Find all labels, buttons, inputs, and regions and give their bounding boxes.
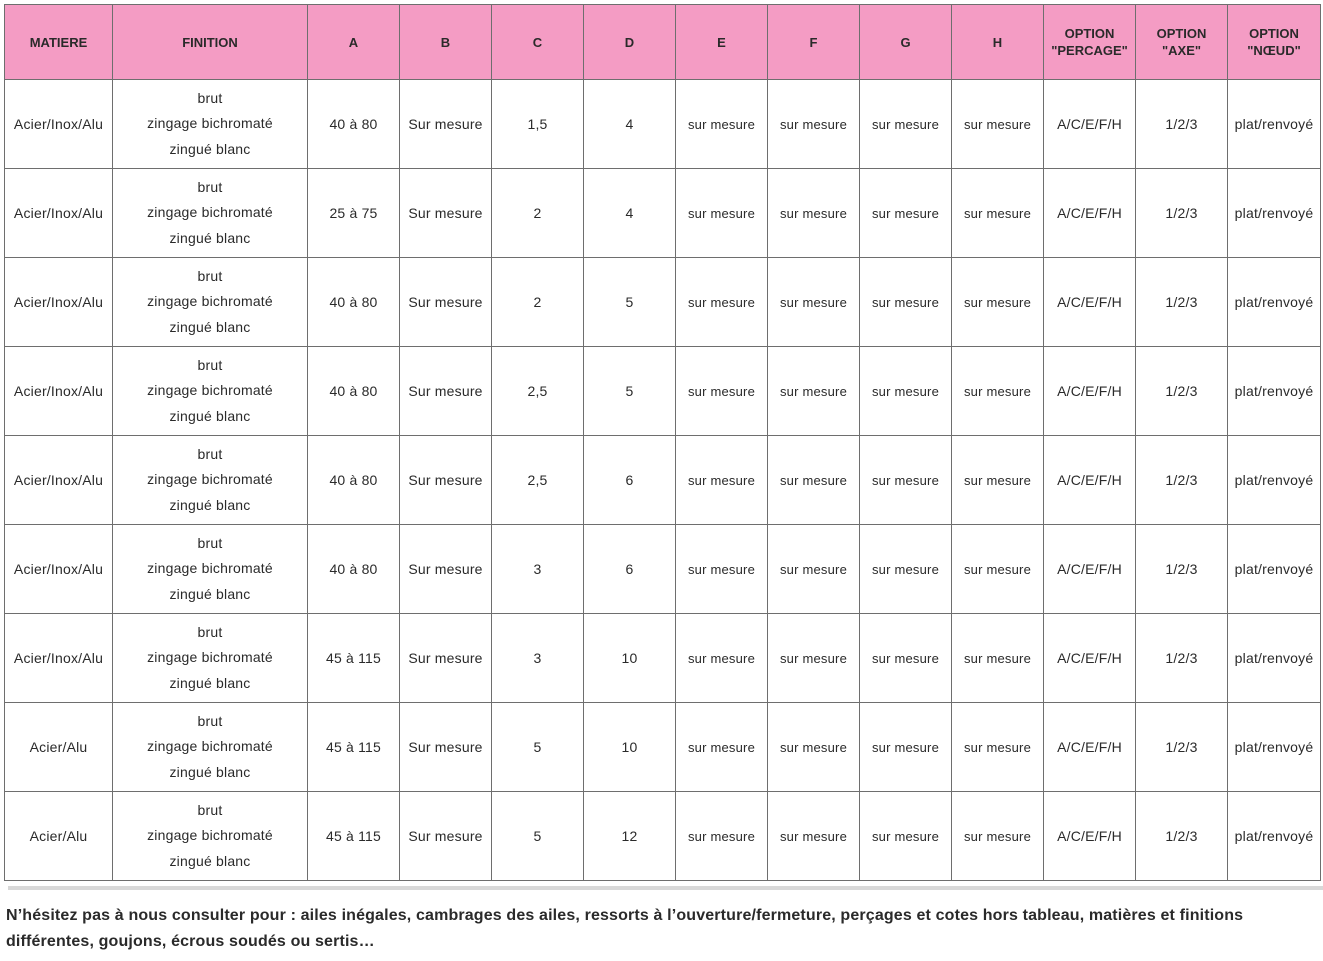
cell-matiere: Acier/Inox/Alu — [5, 614, 113, 703]
header-finition: FINITION — [113, 5, 308, 80]
cell-e: sur mesure — [676, 525, 768, 614]
table-row — [5, 436, 1321, 525]
cell-a: 40 à 80 — [308, 258, 400, 347]
cell-g: sur mesure — [860, 614, 952, 703]
finition-line: zingage bichromaté — [147, 204, 273, 221]
finition-line: zingage bichromaté — [147, 738, 273, 755]
cell-h: sur mesure — [952, 169, 1044, 258]
cell-noeud: plat/renvoyé — [1228, 614, 1321, 703]
product-table — [4, 4, 1321, 881]
header-line: "PERCAGE" — [1051, 43, 1128, 58]
cell-axe: 1/2/3 — [1136, 80, 1228, 169]
cell-matiere: Acier/Inox/Alu — [5, 169, 113, 258]
cell-h: sur mesure — [952, 525, 1044, 614]
cell-h: sur mesure — [952, 436, 1044, 525]
header-option-percage — [1044, 5, 1136, 80]
cell-finition — [113, 258, 308, 347]
header-line: OPTION — [1249, 26, 1299, 41]
finition-line: zingage bichromaté — [147, 649, 273, 666]
cell-h: sur mesure — [952, 614, 1044, 703]
header-line: OPTION — [1064, 26, 1115, 41]
cell-f: sur mesure — [768, 80, 860, 169]
cell-g: sur mesure — [860, 792, 952, 881]
finition-line: brut — [197, 178, 223, 195]
cell-e: sur mesure — [676, 614, 768, 703]
cell-matiere: Acier/Inox/Alu — [5, 436, 113, 525]
cell-b: Sur mesure — [400, 792, 492, 881]
cell-finition — [113, 792, 308, 881]
cell-percage: A/C/E/F/H — [1044, 80, 1136, 169]
finition-line: brut — [197, 534, 223, 551]
cell-percage: A/C/E/F/H — [1044, 436, 1136, 525]
finition-line: zingué blanc — [169, 585, 251, 602]
cell-noeud: plat/renvoyé — [1228, 792, 1321, 881]
cell-axe: 1/2/3 — [1136, 792, 1228, 881]
cell-axe: 1/2/3 — [1136, 347, 1228, 436]
cell-b: Sur mesure — [400, 258, 492, 347]
cell-axe: 1/2/3 — [1136, 703, 1228, 792]
table-row — [5, 792, 1321, 881]
cell-c: 3 — [492, 525, 584, 614]
cell-matiere: Acier/Alu — [5, 792, 113, 881]
header-line: "AXE" — [1161, 43, 1202, 58]
header-line: "NŒUD" — [1247, 43, 1301, 58]
finition-line: zingué blanc — [169, 318, 251, 335]
header-option-noeud — [1228, 5, 1321, 80]
cell-a: 25 à 75 — [308, 169, 400, 258]
finition-line: zingué blanc — [169, 496, 251, 513]
table-row — [5, 258, 1321, 347]
cell-finition — [113, 80, 308, 169]
header-f: F — [768, 5, 860, 80]
cell-axe: 1/2/3 — [1136, 525, 1228, 614]
cell-d: 4 — [584, 169, 676, 258]
finition-line: zingage bichromaté — [147, 827, 273, 844]
cell-b: Sur mesure — [400, 169, 492, 258]
cell-g: sur mesure — [860, 436, 952, 525]
cell-b: Sur mesure — [400, 525, 492, 614]
finition-line: zingage bichromaté — [147, 115, 273, 132]
cell-h: sur mesure — [952, 347, 1044, 436]
cell-c: 2 — [492, 258, 584, 347]
cell-noeud: plat/renvoyé — [1228, 80, 1321, 169]
cell-a: 45 à 115 — [308, 792, 400, 881]
finition-line: brut — [197, 356, 223, 373]
cell-matiere: Acier/Inox/Alu — [5, 347, 113, 436]
cell-g: sur mesure — [860, 525, 952, 614]
cell-h: sur mesure — [952, 258, 1044, 347]
cell-d: 4 — [584, 80, 676, 169]
product-table-container — [4, 4, 1320, 881]
header-e: E — [676, 5, 768, 80]
finition-line: zingué blanc — [169, 229, 251, 246]
cell-c: 3 — [492, 614, 584, 703]
cell-noeud: plat/renvoyé — [1228, 703, 1321, 792]
cell-g: sur mesure — [860, 703, 952, 792]
cell-d: 12 — [584, 792, 676, 881]
cell-a: 40 à 80 — [308, 436, 400, 525]
footer-note: N’hésitez pas à nous consulter pour : ailes inégales, cambrages des ailes, ressorts à l’ouverture/fermeture, perçages et cotes hors tableau, matières et finitions différentes, goujons, écrous soudés ou sertis… — [6, 907, 1244, 950]
cell-h: sur mesure — [952, 80, 1044, 169]
cell-c: 5 — [492, 703, 584, 792]
cell-noeud: plat/renvoyé — [1228, 347, 1321, 436]
cell-c: 2,5 — [492, 436, 584, 525]
table-row — [5, 80, 1321, 169]
cell-e: sur mesure — [676, 792, 768, 881]
cell-finition — [113, 347, 308, 436]
cell-e: sur mesure — [676, 169, 768, 258]
finition-line: zingué blanc — [169, 140, 251, 157]
cell-percage: A/C/E/F/H — [1044, 525, 1136, 614]
finition-line: zingué blanc — [169, 763, 251, 780]
cell-e: sur mesure — [676, 347, 768, 436]
cell-d: 6 — [584, 525, 676, 614]
cell-f: sur mesure — [768, 436, 860, 525]
finition-line: brut — [197, 801, 223, 818]
cell-h: sur mesure — [952, 703, 1044, 792]
cell-g: sur mesure — [860, 347, 952, 436]
cell-noeud: plat/renvoyé — [1228, 525, 1321, 614]
finition-line: zingage bichromaté — [147, 293, 273, 310]
cell-d: 5 — [584, 258, 676, 347]
table-row — [5, 169, 1321, 258]
cell-noeud: plat/renvoyé — [1228, 258, 1321, 347]
header-option-axe — [1136, 5, 1228, 80]
cell-f: sur mesure — [768, 347, 860, 436]
cell-e: sur mesure — [676, 436, 768, 525]
table-header-row — [5, 5, 1321, 80]
cell-d: 10 — [584, 703, 676, 792]
finition-line: zingué blanc — [169, 852, 251, 869]
cell-f: sur mesure — [768, 258, 860, 347]
cell-finition — [113, 436, 308, 525]
cell-percage: A/C/E/F/H — [1044, 169, 1136, 258]
cell-noeud: plat/renvoyé — [1228, 169, 1321, 258]
cell-f: sur mesure — [768, 703, 860, 792]
table-row — [5, 347, 1321, 436]
cell-d: 5 — [584, 347, 676, 436]
cell-a: 40 à 80 — [308, 347, 400, 436]
cell-percage: A/C/E/F/H — [1044, 703, 1136, 792]
cell-b: Sur mesure — [400, 80, 492, 169]
cell-b: Sur mesure — [400, 347, 492, 436]
header-d: D — [584, 5, 676, 80]
header-h: H — [952, 5, 1044, 80]
cell-matiere: Acier/Inox/Alu — [5, 525, 113, 614]
cell-noeud: plat/renvoyé — [1228, 436, 1321, 525]
header-g: G — [860, 5, 952, 80]
finition-line: brut — [197, 445, 223, 462]
cell-c: 1,5 — [492, 80, 584, 169]
cell-g: sur mesure — [860, 80, 952, 169]
cell-b: Sur mesure — [400, 703, 492, 792]
header-matiere: MATIERE — [5, 5, 113, 80]
cell-finition — [113, 614, 308, 703]
table-body — [5, 80, 1321, 881]
cell-finition — [113, 525, 308, 614]
cell-f: sur mesure — [768, 614, 860, 703]
cell-matiere: Acier/Alu — [5, 703, 113, 792]
cell-axe: 1/2/3 — [1136, 436, 1228, 525]
table-row — [5, 525, 1321, 614]
cell-finition — [113, 169, 308, 258]
header-line: OPTION — [1156, 26, 1207, 41]
header-c: C — [492, 5, 584, 80]
cell-matiere: Acier/Inox/Alu — [5, 258, 113, 347]
cell-a: 45 à 115 — [308, 614, 400, 703]
cell-f: sur mesure — [768, 525, 860, 614]
header-b: B — [400, 5, 492, 80]
finition-line: brut — [197, 623, 223, 640]
cell-axe: 1/2/3 — [1136, 169, 1228, 258]
finition-line: brut — [197, 89, 223, 106]
cell-d: 6 — [584, 436, 676, 525]
header-a: A — [308, 5, 400, 80]
cell-c: 5 — [492, 792, 584, 881]
cell-f: sur mesure — [768, 792, 860, 881]
cell-c: 2 — [492, 169, 584, 258]
finition-line: zingué blanc — [169, 407, 251, 424]
finition-line: zingué blanc — [169, 674, 251, 691]
finition-line: zingage bichromaté — [147, 560, 273, 577]
cell-f: sur mesure — [768, 169, 860, 258]
cell-axe: 1/2/3 — [1136, 258, 1228, 347]
finition-line: brut — [197, 267, 223, 284]
cell-percage: A/C/E/F/H — [1044, 347, 1136, 436]
cell-axe: 1/2/3 — [1136, 614, 1228, 703]
cell-b: Sur mesure — [400, 614, 492, 703]
table-shadow — [8, 886, 1323, 890]
finition-line: zingage bichromaté — [147, 471, 273, 488]
cell-percage: A/C/E/F/H — [1044, 258, 1136, 347]
table-row — [5, 703, 1321, 792]
cell-e: sur mesure — [676, 258, 768, 347]
cell-e: sur mesure — [676, 80, 768, 169]
cell-g: sur mesure — [860, 169, 952, 258]
cell-matiere: Acier/Inox/Alu — [5, 80, 113, 169]
cell-percage: A/C/E/F/H — [1044, 792, 1136, 881]
cell-h: sur mesure — [952, 792, 1044, 881]
cell-percage: A/C/E/F/H — [1044, 614, 1136, 703]
cell-c: 2,5 — [492, 347, 584, 436]
cell-finition — [113, 703, 308, 792]
cell-a: 40 à 80 — [308, 525, 400, 614]
table-row — [5, 614, 1321, 703]
finition-line: zingage bichromaté — [147, 382, 273, 399]
finition-line: brut — [197, 712, 223, 729]
cell-a: 45 à 115 — [308, 703, 400, 792]
cell-a: 40 à 80 — [308, 80, 400, 169]
cell-b: Sur mesure — [400, 436, 492, 525]
cell-e: sur mesure — [676, 703, 768, 792]
cell-d: 10 — [584, 614, 676, 703]
cell-g: sur mesure — [860, 258, 952, 347]
